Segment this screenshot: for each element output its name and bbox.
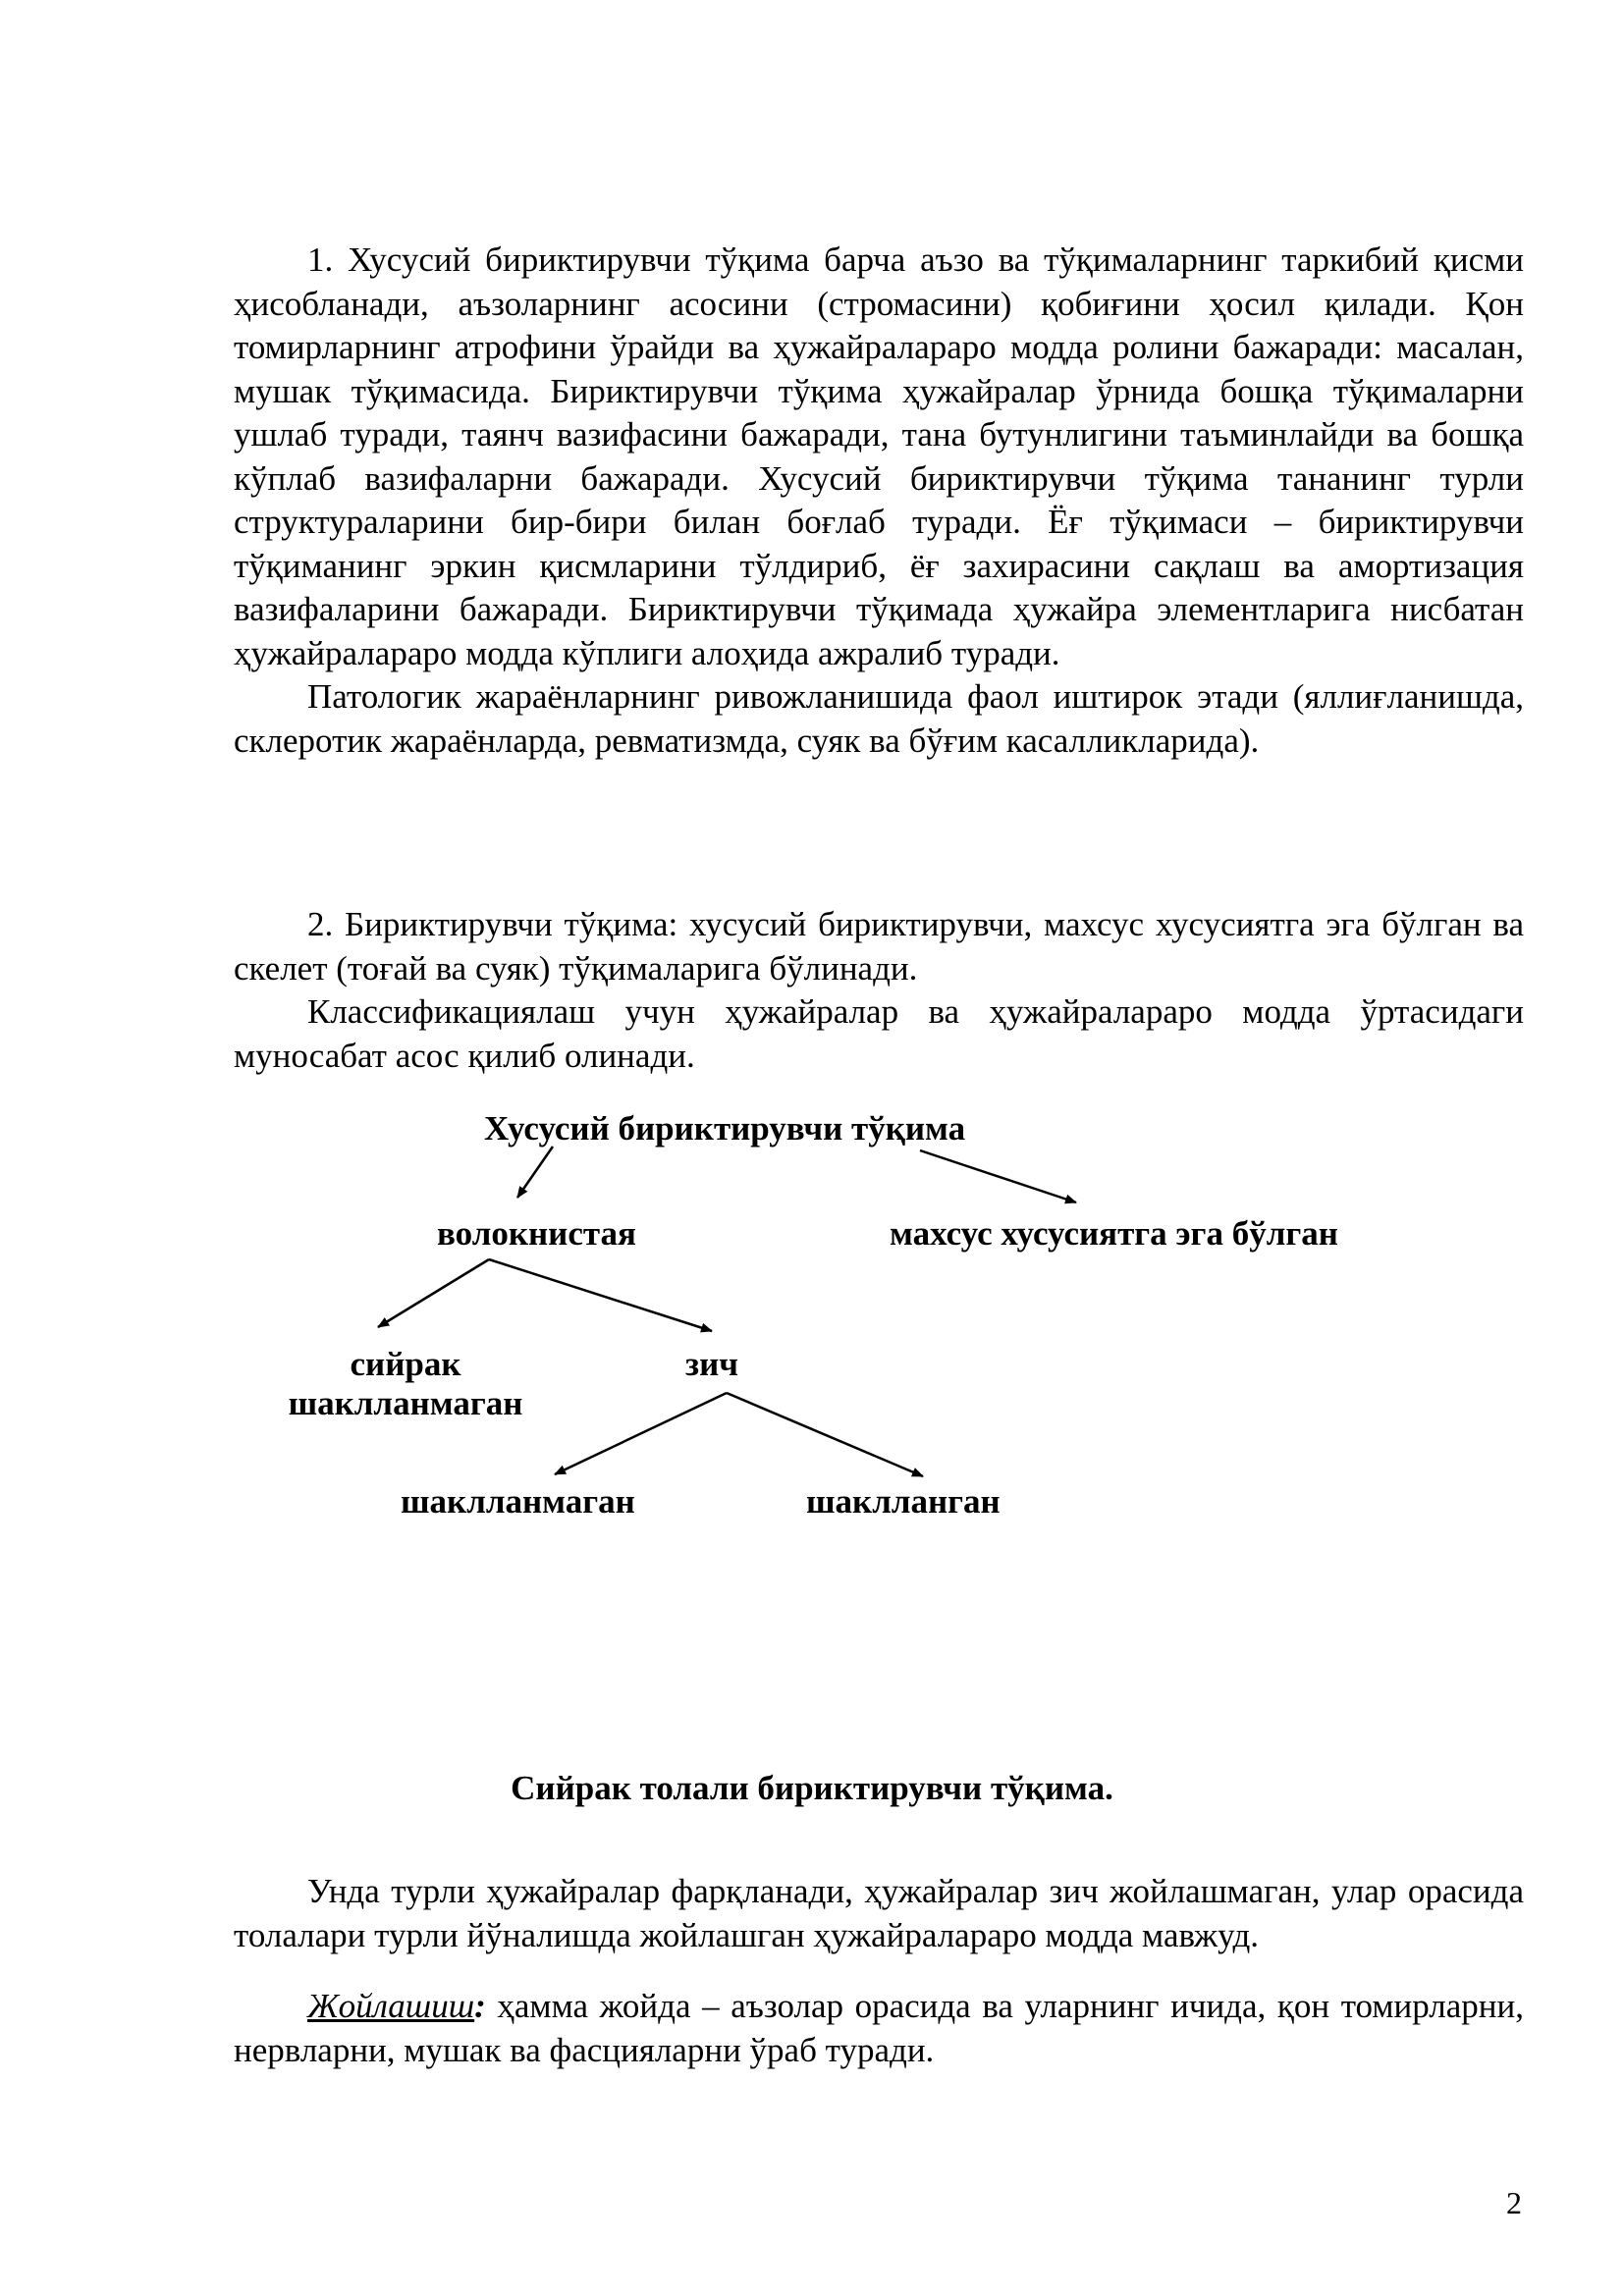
diagram-special-node: махсус хусусиятга эга бўлган (890, 1214, 1338, 1253)
section-1-paragraph-1: 1. Хусусий бириктирувчи тўқима барча аъзо ва тўқималарнинг таркибий қисми ҳисобланади, аъзоларнинг асосини (стромасини) қобиғини ҳосил қилади. Қон томирларнинг атрофини ўрайди ва ҳужайралараро модда ролини бажаради: масалан, мушак тўқимасида. Бириктирувчи тўқима ҳужайралар ўрнида бошқа тўқималарни ушлаб туради, таянч вазифасини бажаради, тана бутунлигини таъминлайди ва бошқа кўплаб вазифаларни бажаради. Хусусий бириктирувчи тўқима тананинг турли структураларини бир-бири билан боғлаб туради. Ёғ тўқимаси – бириктирувчи тўқиманинг эркин қисмларини тўлдириб, ёғ захирасини сақлаш ва амортизация вазифаларини бажаради. Бириктирувчи тўқимада ҳужайра элементларига нисбатан ҳужайралараро модда кўплиги алоҳида ажралиб туради. (234, 240, 1524, 672)
diagram-root-node: Хусусий бириктирувчи тўқима (484, 1109, 966, 1148)
section-3 (234, 1870, 1524, 1957)
section-3-paragraph: Унда турли ҳужайралар фарқланади, ҳужайралар зич жойлашмаган, улар орасида толалари турли йўналишда жойлашган ҳужайралараро модда мавжуд. (234, 1872, 1524, 1954)
location-colon: : (474, 1987, 486, 2025)
arrow-root-to-special (920, 1150, 1076, 1202)
location-label: Жойлашиш (307, 1987, 475, 2025)
section-1 (234, 239, 1524, 763)
section-3-heading: Сийрак толали бириктирувчи тўқима. (511, 1769, 1113, 1807)
diagram-loose-node (263, 1345, 548, 1423)
section-1-paragraph-2: Патологик жараёнларнинг ривожланишида фаол иштирок этади (яллиғланишда, склеротик жараёнларда, ревматизмда, суяк ва бўғим касалликларида). (234, 677, 1524, 760)
arrow-dense-to-formed (727, 1393, 923, 1476)
section-2 (234, 903, 1524, 1078)
diagram-fibrous-node: волокнистая (437, 1214, 636, 1253)
page-number: 2 (1506, 2185, 1522, 2220)
section-2-paragraph-2: Классификациялаш учун ҳужайралар ва ҳужайралараро модда ўртасидаги муносабат асос қилиб олинади. (234, 992, 1524, 1075)
location-text: ҳамма жойда – аъзолар орасида ва уларнинг ичида, қон томирларни, нервларни, мушак ва фасцияларни ўраб туради. (234, 1987, 1524, 2069)
arrow-fibrous-to-dense (489, 1259, 712, 1331)
diagram-arrows (0, 1109, 1624, 1531)
diagram-dense-unformed-node: шаклланмаган (401, 1482, 635, 1521)
arrow-dense-to-unformed (555, 1393, 727, 1474)
section-2-paragraph-1: 2. Бириктирувчи тўқима: хусусий бириктирувчи, махсус хусусиятга эга бўлган ва скелет (тоғай ва суяк) тўқималарига бўлинади. (234, 905, 1524, 988)
diagram-dense-node: зич (685, 1345, 738, 1383)
location-block (234, 1985, 1524, 2072)
diagram-loose-line-1: сийрак (350, 1345, 461, 1383)
diagram-dense-formed-node: шаклланган (806, 1482, 1001, 1521)
diagram-loose-line-2: шаклланмаган (288, 1384, 523, 1422)
classification-diagram (0, 1109, 1624, 1531)
arrow-fibrous-to-loose (378, 1259, 489, 1327)
arrow-root-to-fibrous (517, 1147, 553, 1198)
location-paragraph (234, 1985, 1524, 2072)
